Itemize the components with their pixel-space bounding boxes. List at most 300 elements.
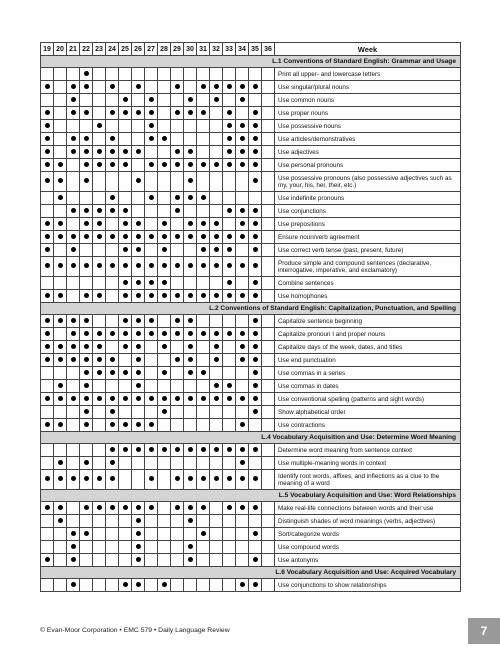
skill-row xyxy=(41,133,461,146)
week-cell xyxy=(210,205,223,218)
week-cell xyxy=(54,341,67,354)
section-header-row xyxy=(41,490,461,502)
week-cell xyxy=(67,133,80,146)
week-cell xyxy=(158,502,171,515)
week-cell xyxy=(119,120,132,133)
week-cell xyxy=(80,406,93,419)
week-cell xyxy=(132,367,145,380)
week-cell xyxy=(67,328,80,341)
week-cell xyxy=(80,341,93,354)
week-header: 23 xyxy=(93,43,106,56)
week-cell xyxy=(80,554,93,567)
bullet-dot xyxy=(136,247,141,252)
week-cell xyxy=(106,277,119,290)
week-cell xyxy=(93,554,106,567)
bullet-dot xyxy=(162,136,167,141)
bullet-dot xyxy=(84,370,89,375)
week-cell xyxy=(249,419,262,432)
bullet-dot xyxy=(123,149,128,154)
skill-row xyxy=(41,231,461,244)
bullet-dot xyxy=(214,331,219,336)
bullet-dot xyxy=(149,447,154,452)
week-cell xyxy=(223,328,236,341)
skill-row xyxy=(41,470,461,490)
week-cell xyxy=(262,419,275,432)
week-cell xyxy=(236,367,249,380)
week-cell xyxy=(236,146,249,159)
week-cell xyxy=(54,277,67,290)
week-cell xyxy=(119,159,132,172)
week-cell xyxy=(158,419,171,432)
bullet-dot xyxy=(227,383,232,388)
week-cell xyxy=(41,579,54,592)
bullet-dot xyxy=(136,422,141,427)
skill-row xyxy=(41,328,461,341)
week-cell xyxy=(119,444,132,457)
skill-label: Capitalize pronoun I and proper nouns xyxy=(275,328,461,341)
bullet-dot xyxy=(45,318,50,323)
bullet-dot xyxy=(149,293,154,298)
bullet-dot xyxy=(175,318,180,323)
week-cell xyxy=(171,502,184,515)
week-cell xyxy=(223,133,236,146)
bullet-dot xyxy=(253,557,258,562)
week-cell xyxy=(54,554,67,567)
bullet-dot xyxy=(84,531,89,536)
bullet-dot xyxy=(45,123,50,128)
skill-row xyxy=(41,159,461,172)
bullet-dot xyxy=(149,234,154,239)
bullet-dot xyxy=(149,195,154,200)
skill-row xyxy=(41,192,461,205)
week-cell xyxy=(132,146,145,159)
bullet-dot xyxy=(214,357,219,362)
week-cell xyxy=(54,133,67,146)
bullet-dot xyxy=(58,162,63,167)
week-cell xyxy=(80,354,93,367)
week-cell xyxy=(236,290,249,303)
week-cell xyxy=(158,315,171,328)
bullet-dot xyxy=(175,149,180,154)
skill-label: Use possessive nouns xyxy=(275,120,461,133)
week-cell xyxy=(184,367,197,380)
bullet-dot xyxy=(188,396,193,401)
bullet-dot xyxy=(253,280,258,285)
bullet-dot xyxy=(253,357,258,362)
week-cell xyxy=(249,231,262,244)
bullet-dot xyxy=(45,422,50,427)
week-cell xyxy=(262,244,275,257)
week-cell xyxy=(119,579,132,592)
week-cell xyxy=(197,120,210,133)
week-cell xyxy=(236,205,249,218)
week-cell xyxy=(158,244,171,257)
week-cell xyxy=(80,277,93,290)
week-header: 32 xyxy=(210,43,223,56)
bullet-dot xyxy=(149,123,154,128)
week-cell xyxy=(236,159,249,172)
week-header: 24 xyxy=(106,43,119,56)
bullet-dot xyxy=(58,234,63,239)
week-cell xyxy=(184,257,197,277)
skill-label: Show alphabetical order xyxy=(275,406,461,419)
week-cell xyxy=(184,94,197,107)
week-cell xyxy=(54,502,67,515)
week-cell xyxy=(67,341,80,354)
week-cell xyxy=(119,146,132,159)
week-cell xyxy=(171,159,184,172)
week-cell xyxy=(41,367,54,380)
week-cell xyxy=(158,107,171,120)
bullet-dot xyxy=(188,263,193,268)
skill-label: Combine sentences xyxy=(275,277,461,290)
week-cell xyxy=(80,457,93,470)
week-cell xyxy=(158,231,171,244)
week-cell xyxy=(67,528,80,541)
bullet-dot xyxy=(58,422,63,427)
bullet-dot xyxy=(123,344,128,349)
bullet-dot xyxy=(162,221,167,226)
week-cell xyxy=(262,554,275,567)
week-cell xyxy=(67,192,80,205)
bullet-dot xyxy=(188,518,193,523)
week-cell xyxy=(41,457,54,470)
bullet-dot xyxy=(240,476,245,481)
header-row xyxy=(41,43,461,56)
bullet-dot xyxy=(84,234,89,239)
week-header: 36 xyxy=(262,43,275,56)
bullet-dot xyxy=(214,476,219,481)
bullet-dot xyxy=(188,178,193,183)
week-cell xyxy=(171,579,184,592)
week-cell xyxy=(197,277,210,290)
bullet-dot xyxy=(136,396,141,401)
bullet-dot xyxy=(201,221,206,226)
bullet-dot xyxy=(214,447,219,452)
week-cell xyxy=(236,94,249,107)
week-cell xyxy=(171,257,184,277)
week-cell xyxy=(171,554,184,567)
bullet-dot xyxy=(214,293,219,298)
bullet-dot xyxy=(71,357,76,362)
bullet-dot xyxy=(84,383,89,388)
week-cell xyxy=(41,515,54,528)
bullet-dot xyxy=(188,357,193,362)
skill-label: Use articles/demonstratives xyxy=(275,133,461,146)
bullet-dot xyxy=(97,357,102,362)
week-cell xyxy=(106,579,119,592)
week-cell xyxy=(119,554,132,567)
week-cell xyxy=(80,579,93,592)
skill-row xyxy=(41,315,461,328)
footer-credit: © Evan-Moor Corporation • EMC 579 • Daily Language Review xyxy=(40,627,230,634)
bullet-dot xyxy=(84,357,89,362)
week-cell xyxy=(197,218,210,231)
page-number: 7 xyxy=(468,618,500,644)
week-cell xyxy=(197,328,210,341)
bullet-dot xyxy=(84,344,89,349)
bullet-dot xyxy=(253,318,258,323)
bullet-dot xyxy=(214,263,219,268)
bullet-dot xyxy=(175,331,180,336)
skill-row xyxy=(41,554,461,567)
week-cell xyxy=(41,244,54,257)
week-cell xyxy=(41,406,54,419)
week-cell xyxy=(41,68,54,81)
week-cell xyxy=(236,470,249,490)
week-cell xyxy=(262,290,275,303)
week-cell xyxy=(249,528,262,541)
bullet-dot xyxy=(58,518,63,523)
week-header: 28 xyxy=(158,43,171,56)
week-cell xyxy=(54,354,67,367)
week-cell xyxy=(67,244,80,257)
week-cell xyxy=(67,354,80,367)
week-cell xyxy=(249,380,262,393)
week-cell xyxy=(132,457,145,470)
week-cell xyxy=(223,205,236,218)
week-cell xyxy=(249,328,262,341)
week-cell xyxy=(119,419,132,432)
bullet-dot xyxy=(71,208,76,213)
week-cell xyxy=(119,315,132,328)
bullet-dot xyxy=(227,136,232,141)
week-cell xyxy=(80,68,93,81)
week-cell xyxy=(119,205,132,218)
week-cell xyxy=(119,541,132,554)
bullet-dot xyxy=(162,396,167,401)
week-cell xyxy=(106,257,119,277)
week-cell xyxy=(184,515,197,528)
week-cell xyxy=(249,444,262,457)
bullet-dot xyxy=(149,505,154,510)
week-cell xyxy=(236,528,249,541)
week-cell xyxy=(119,133,132,146)
week-cell xyxy=(171,380,184,393)
week-cell xyxy=(93,192,106,205)
week-cell xyxy=(67,159,80,172)
week-cell xyxy=(158,354,171,367)
bullet-dot xyxy=(188,234,193,239)
week-cell xyxy=(223,541,236,554)
week-cell xyxy=(132,231,145,244)
standards-grid xyxy=(40,42,461,592)
skill-label: Make real-life connections between words and their use xyxy=(275,502,461,515)
week-cell xyxy=(223,159,236,172)
bullet-dot xyxy=(162,280,167,285)
week-cell xyxy=(54,192,67,205)
bullet-dot xyxy=(162,162,167,167)
week-cell xyxy=(197,172,210,192)
bullet-dot xyxy=(188,221,193,226)
week-cell xyxy=(236,457,249,470)
week-cell xyxy=(210,406,223,419)
bullet-dot xyxy=(214,162,219,167)
week-cell xyxy=(210,470,223,490)
bullet-dot xyxy=(227,505,232,510)
week-cell xyxy=(132,419,145,432)
bullet-dot xyxy=(175,293,180,298)
week-cell xyxy=(145,502,158,515)
week-cell xyxy=(197,231,210,244)
bullet-dot xyxy=(45,331,50,336)
week-cell xyxy=(262,120,275,133)
bullet-dot xyxy=(136,531,141,536)
week-cell xyxy=(262,159,275,172)
week-cell xyxy=(93,120,106,133)
week-cell xyxy=(106,120,119,133)
week-cell xyxy=(223,470,236,490)
week-cell xyxy=(145,393,158,406)
week-cell xyxy=(145,231,158,244)
week-cell xyxy=(93,277,106,290)
bullet-dot xyxy=(123,263,128,268)
week-cell xyxy=(106,502,119,515)
week-cell xyxy=(132,328,145,341)
week-cell xyxy=(171,107,184,120)
week-cell xyxy=(132,68,145,81)
week-cell xyxy=(210,244,223,257)
bullet-dot xyxy=(253,178,258,183)
bullet-dot xyxy=(240,357,245,362)
bullet-dot xyxy=(253,123,258,128)
week-cell xyxy=(80,205,93,218)
week-cell xyxy=(184,192,197,205)
bullet-dot xyxy=(162,447,167,452)
bullet-dot xyxy=(84,263,89,268)
week-cell xyxy=(132,354,145,367)
week-cell xyxy=(119,81,132,94)
skill-label: Use multiple-meaning words in context xyxy=(275,457,461,470)
week-cell xyxy=(132,192,145,205)
bullet-dot xyxy=(136,234,141,239)
week-cell xyxy=(106,68,119,81)
week-cell xyxy=(210,146,223,159)
bullet-dot xyxy=(45,247,50,252)
week-cell xyxy=(145,541,158,554)
bullet-dot xyxy=(253,136,258,141)
week-cell xyxy=(106,341,119,354)
bullet-dot xyxy=(84,136,89,141)
week-cell xyxy=(119,367,132,380)
bullet-dot xyxy=(71,582,76,587)
week-cell xyxy=(223,354,236,367)
week-cell xyxy=(80,315,93,328)
week-cell xyxy=(197,367,210,380)
week-cell xyxy=(41,257,54,277)
week-cell xyxy=(184,579,197,592)
week-cell xyxy=(132,315,145,328)
week-cell xyxy=(236,341,249,354)
week-cell xyxy=(67,554,80,567)
week-cell xyxy=(249,68,262,81)
week-cell xyxy=(249,172,262,192)
week-cell xyxy=(158,120,171,133)
week-header: 34 xyxy=(236,43,249,56)
bullet-dot xyxy=(253,263,258,268)
week-cell xyxy=(80,515,93,528)
week-cell xyxy=(249,515,262,528)
bullet-dot xyxy=(45,263,50,268)
week-cell xyxy=(80,107,93,120)
skill-label: Produce simple and compound sentences (declarative, interrogative, imperative, and exclamatory) xyxy=(275,257,461,277)
week-cell xyxy=(106,406,119,419)
bullet-dot xyxy=(201,293,206,298)
bullet-dot xyxy=(58,476,63,481)
week-cell xyxy=(223,406,236,419)
bullet-dot xyxy=(136,544,141,549)
bullet-dot xyxy=(175,84,180,89)
week-cell xyxy=(41,554,54,567)
bullet-dot xyxy=(45,149,50,154)
bullet-dot xyxy=(214,84,219,89)
bullet-dot xyxy=(110,460,115,465)
week-cell xyxy=(67,579,80,592)
week-cell xyxy=(41,107,54,120)
week-cell xyxy=(262,218,275,231)
week-cell xyxy=(249,315,262,328)
week-cell xyxy=(93,528,106,541)
section-header-row xyxy=(41,432,461,444)
bullet-dot xyxy=(162,331,167,336)
week-cell xyxy=(171,81,184,94)
week-cell xyxy=(210,290,223,303)
week-cell xyxy=(80,367,93,380)
bullet-dot xyxy=(71,344,76,349)
week-cell xyxy=(262,515,275,528)
bullet-dot xyxy=(123,370,128,375)
skill-label: Ensure noun/verb agreement xyxy=(275,231,461,244)
week-cell xyxy=(80,159,93,172)
week-cell xyxy=(106,515,119,528)
bullet-dot xyxy=(201,195,206,200)
week-cell xyxy=(93,218,106,231)
bullet-dot xyxy=(175,110,180,115)
week-cell xyxy=(197,244,210,257)
bullet-dot xyxy=(253,383,258,388)
week-cell xyxy=(106,218,119,231)
week-cell xyxy=(41,120,54,133)
week-cell xyxy=(67,94,80,107)
week-cell xyxy=(184,277,197,290)
skill-label: Use possessive pronouns (also possessive adjectives such as my, your, his, her, their, etc.) xyxy=(275,172,461,192)
week-cell xyxy=(210,393,223,406)
bullet-dot xyxy=(97,344,102,349)
week-cell xyxy=(197,205,210,218)
week-cell xyxy=(41,444,54,457)
week-cell xyxy=(158,205,171,218)
week-cell xyxy=(171,94,184,107)
week-cell xyxy=(184,81,197,94)
bullet-dot xyxy=(175,208,180,213)
week-cell xyxy=(262,341,275,354)
week-cell xyxy=(210,231,223,244)
week-cell xyxy=(171,120,184,133)
week-cell xyxy=(67,172,80,192)
week-cell xyxy=(93,341,106,354)
week-cell xyxy=(119,172,132,192)
skill-row xyxy=(41,94,461,107)
bullet-dot xyxy=(71,318,76,323)
week-cell xyxy=(223,502,236,515)
week-cell xyxy=(197,502,210,515)
week-cell xyxy=(54,159,67,172)
week-cell xyxy=(54,290,67,303)
week-cell xyxy=(93,444,106,457)
week-cell xyxy=(249,470,262,490)
bullet-dot xyxy=(188,370,193,375)
week-cell xyxy=(158,277,171,290)
